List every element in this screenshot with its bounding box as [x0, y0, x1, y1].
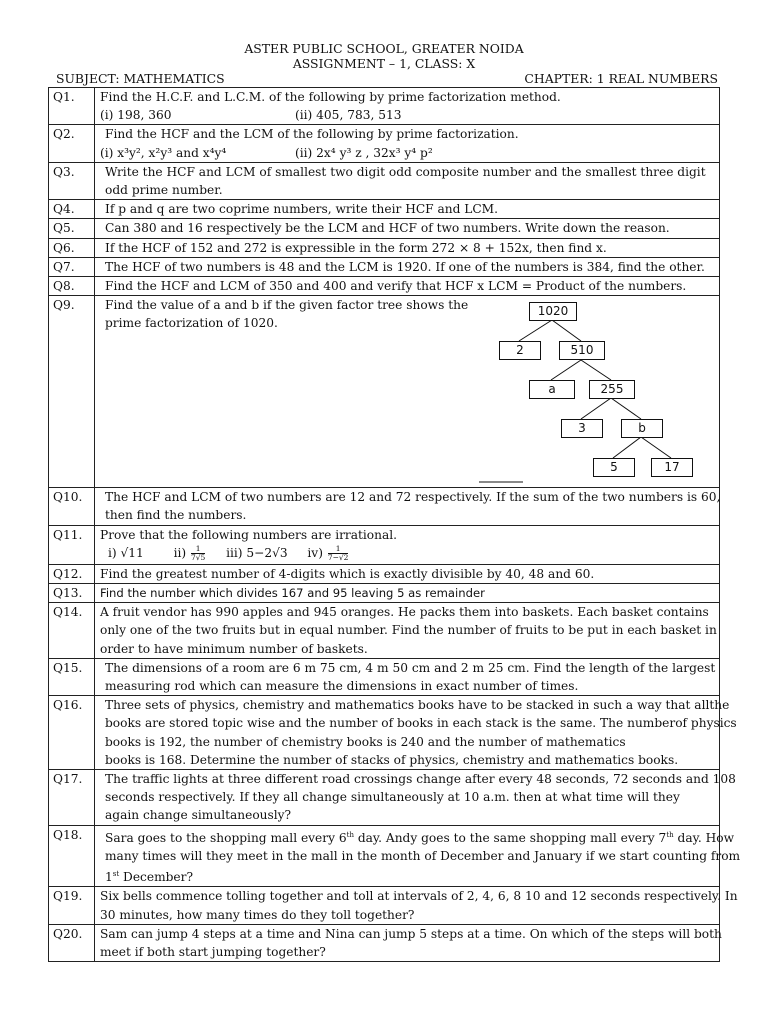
- question-number: Q12.: [49, 564, 95, 583]
- question-text: Sam can jump 4 steps at a time and Nina can jump 5 steps at a time. On which of the steps will both meet if both start jumping together?: [95, 924, 720, 961]
- question-row-9: [49, 296, 720, 488]
- tree-node-a: a: [529, 380, 575, 399]
- question-number: Q19.: [49, 887, 95, 924]
- question-number: Q18.: [49, 825, 95, 887]
- question-row-6: [49, 238, 720, 257]
- question-text: Find the H.C.F. and L.C.M. of the following by prime factorization method. (i) 198, 360 (ii) 405, 783, 513: [95, 88, 720, 125]
- question-number: Q8.: [49, 277, 95, 296]
- question-text: A fruit vendor has 990 apples and 945 oranges. He packs them into baskets. Each basket contains only one of the two fruits but in equal number. Find the number of fruits to be put in each basket in order to have minimum number of baskets.: [95, 603, 720, 659]
- question-row-17: [49, 770, 720, 826]
- question-text: Find the value of a and b if the given factor tree shows the prime factorization of 1020. 1020 2 510 a 255 3 b 5 17: [95, 296, 720, 488]
- chapter-label: CHAPTER: 1 REAL NUMBERS: [524, 71, 718, 86]
- question-text: The dimensions of a room are 6 m 75 cm, 4 m 50 cm and 2 m 25 cm. Find the length of the largest measuring rod which can measure the dimensions in exact number of times.: [95, 658, 720, 695]
- tree-node-17: 17: [651, 458, 693, 477]
- question-text: Find the greatest number of 4-digits which is exactly divisible by 40, 48 and 60.: [95, 564, 720, 583]
- question-number: Q5.: [49, 219, 95, 238]
- question-row-10: [49, 488, 720, 525]
- tree-node-2: 2: [499, 341, 541, 360]
- question-row-19: [49, 887, 720, 924]
- question-row-13: [49, 584, 720, 603]
- question-number: Q7.: [49, 257, 95, 276]
- assignment-title: ASSIGNMENT – 1, CLASS: X: [292, 56, 476, 71]
- question-text: Find the HCF and the LCM of the following by prime factorization. (i) x³y², x²y³ and x⁴y⁴ (ii) 2x⁴ y³ z , 32x³ y⁴ p²: [95, 125, 720, 162]
- question-number: Q3.: [49, 162, 95, 199]
- factor-tree: [95, 296, 715, 486]
- question-row-2: [49, 125, 720, 162]
- question-number: Q1.: [49, 88, 95, 125]
- question-text: Write the HCF and LCM of smallest two digit odd composite number and the smallest three digit odd prime number.: [95, 162, 720, 199]
- question-row-18: [49, 825, 720, 887]
- question-number: Q15.: [49, 658, 95, 695]
- question-text: If p and q are two coprime numbers, write their HCF and LCM.: [95, 200, 720, 219]
- question-text: The traffic lights at three different road crossings change after every 48 seconds, 72 seconds and 108 seconds respectively. If they all change simultaneously at 10 a.m. then at what time will they again change simultaneously?: [95, 770, 720, 826]
- tree-node-5: 5: [593, 458, 635, 477]
- question-number: Q4.: [49, 200, 95, 219]
- question-number: Q11.: [49, 525, 95, 564]
- tree-node-b: b: [621, 419, 663, 438]
- question-text: If the HCF of 152 and 272 is expressible in the form 272 × 8 + 152x, then find x.: [95, 238, 720, 257]
- school-name: ASTER PUBLIC SCHOOL, GREATER NOIDA: [244, 41, 524, 56]
- question-text: Three sets of physics, chemistry and mathematics books have to be stacked in such a way that allthe books are stored topic wise and the number of books in each stack is the same. The numberof physics books is 192, the number of chemistry books is 240 and the number of mathematics books is 168. Determine the number of stacks of physics, chemistry and mathematics books.: [95, 696, 720, 770]
- question-text: Find the number which divides 167 and 95 leaving 5 as remainder: [95, 584, 720, 603]
- tree-node-3: 3: [561, 419, 603, 438]
- question-text: The HCF of two numbers is 48 and the LCM is 1920. If one of the numbers is 384, find the other.: [95, 257, 720, 276]
- question-row-12: [49, 564, 720, 583]
- tree-node-510: 510: [559, 341, 605, 360]
- tree-node-255: 255: [589, 380, 635, 399]
- question-number: Q20.: [49, 924, 95, 961]
- question-number: Q6.: [49, 238, 95, 257]
- question-number: Q17.: [49, 770, 95, 826]
- question-number: Q16.: [49, 696, 95, 770]
- tree-node-root: 1020: [529, 302, 577, 321]
- question-text: The HCF and LCM of two numbers are 12 and 72 respectively. If the sum of the two numbers is 60, then find the numbers.: [95, 488, 720, 525]
- question-text: Can 380 and 16 respectively be the LCM and HCF of two numbers. Write down the reason.: [95, 219, 720, 238]
- question-number: Q2.: [49, 125, 95, 162]
- question-text: Sara goes to the shopping mall every 6th day. Andy goes to the same shopping mall every 7th day. How many times will they meet in the mall in the month of December and January if we start counting from 1st December?: [95, 825, 720, 887]
- questions-table: [48, 87, 741, 962]
- question-row-20: [49, 924, 720, 961]
- question-number: Q10.: [49, 488, 95, 525]
- subject-label: SUBJECT: MATHEMATICS: [56, 71, 225, 86]
- question-row-15: [49, 658, 720, 695]
- question-number: Q13.: [49, 584, 95, 603]
- question-row-4: [49, 200, 720, 219]
- question-row-14: [49, 603, 720, 659]
- question-text: Prove that the following numbers are irrational. i) √11 ii) $\frac{1}{7√5}$ iii) 5−2√3 iv) $\frac{1}{7-√2}$: [95, 525, 720, 564]
- question-row-3: [49, 162, 720, 199]
- question-row-1: [49, 88, 720, 125]
- question-row-7: [49, 257, 720, 276]
- question-row-5: [49, 219, 720, 238]
- question-number: Q9.: [49, 296, 95, 488]
- question-text: Find the HCF and LCM of 350 and 400 and verify that HCF x LCM = Product of the numbers.: [95, 277, 720, 296]
- question-row-16: [49, 696, 720, 770]
- question-row-8: [49, 277, 720, 296]
- question-number: Q14.: [49, 603, 95, 659]
- question-row-11: [49, 525, 720, 564]
- question-text: Six bells commence tolling together and toll at intervals of 2, 4, 6, 8 10 and 12 seconds respectively. In 30 minutes, how many times do they toll together?: [95, 887, 720, 924]
